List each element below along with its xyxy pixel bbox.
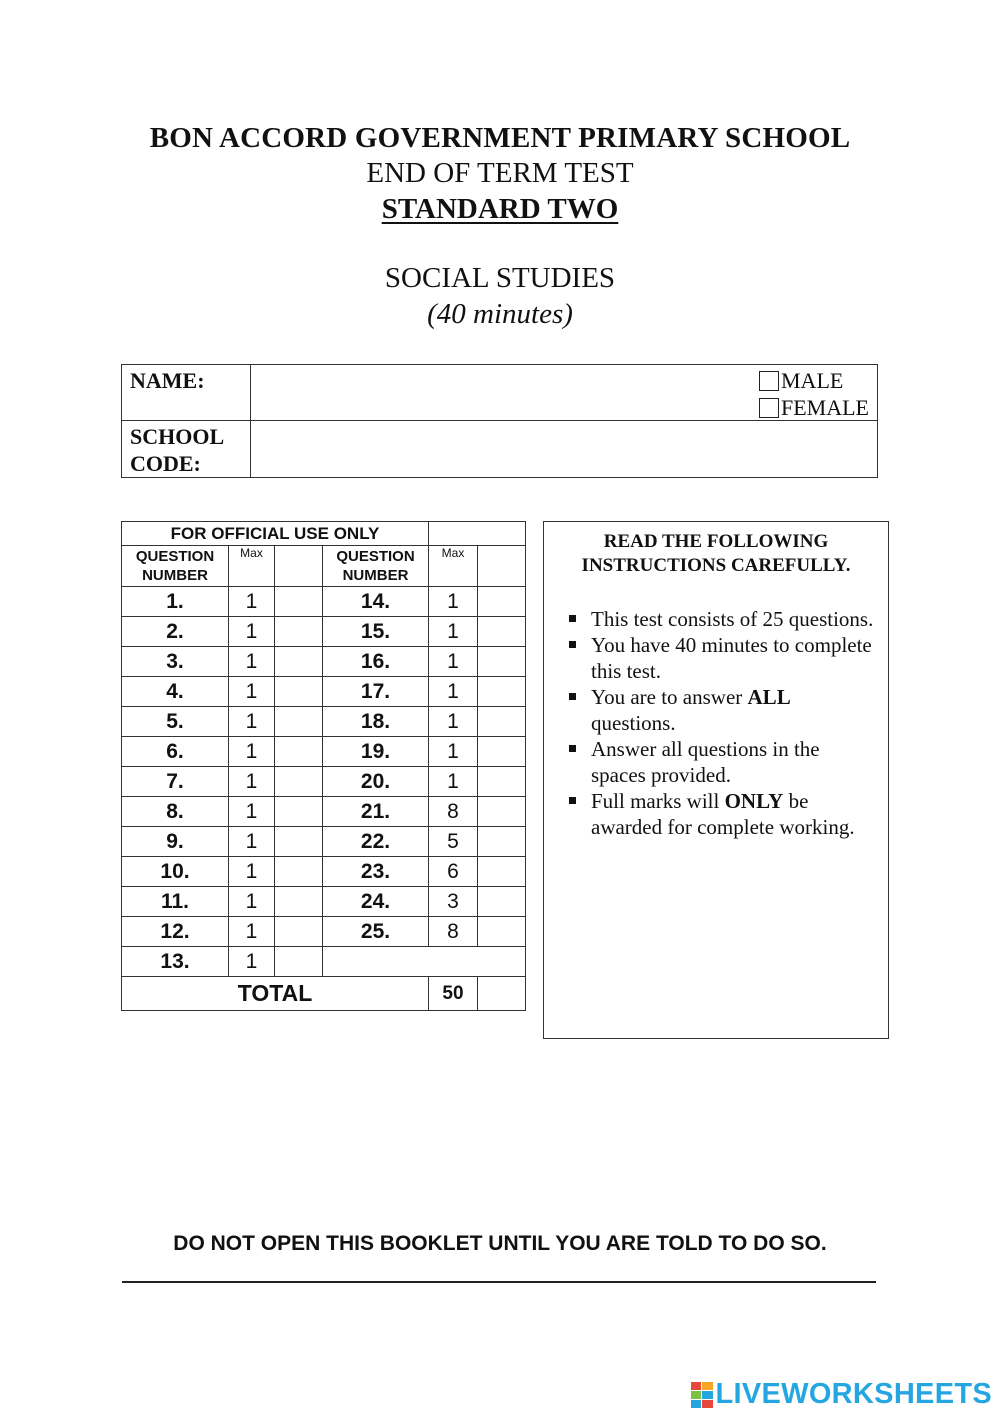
female-label: FEMALE (781, 395, 869, 420)
question-number: 23. (323, 857, 429, 887)
instruction-text-post: be awarded for complete working. (591, 789, 855, 839)
divider-line (122, 1281, 876, 1283)
total-label: TOTAL (122, 977, 429, 1011)
question-number: 10. (122, 857, 229, 887)
question-number: 20. (323, 767, 429, 797)
score-cell (275, 797, 323, 827)
score-cell (478, 587, 526, 617)
instruction-item (591, 788, 878, 840)
score-cell (275, 947, 323, 977)
score-cell (478, 617, 526, 647)
score-cell (275, 767, 323, 797)
school-label-line: SCHOOL (130, 424, 225, 449)
max-mark: 6 (429, 857, 478, 887)
score-header (275, 546, 323, 587)
max-mark: 1 (229, 797, 275, 827)
max-mark: 1 (229, 737, 275, 767)
score-cell (275, 647, 323, 677)
question-number: 19. (323, 737, 429, 767)
test-type: END OF TERM TEST (366, 157, 634, 189)
question-number: 9. (122, 827, 229, 857)
student-info-table (121, 364, 878, 478)
question-number: 5. (122, 707, 229, 737)
standard-level (0, 193, 1000, 226)
instructions-title (544, 530, 888, 578)
instruction-text-post: questions. (591, 711, 676, 735)
instruction-item (591, 736, 878, 788)
instruction-text-pre: You have 40 minutes to complete this test. (591, 633, 872, 683)
official-use-table (121, 521, 526, 1011)
instruction-text-pre: You are to answer (591, 685, 748, 709)
max-mark: 1 (229, 617, 275, 647)
max-mark: 1 (229, 887, 275, 917)
table-row (122, 647, 526, 677)
male-option[interactable] (759, 367, 869, 394)
school-code-label (122, 421, 251, 478)
score-cell (478, 917, 526, 947)
max-mark: 1 (229, 647, 275, 677)
question-number: 16. (323, 647, 429, 677)
male-label: MALE (781, 368, 844, 393)
table-row (122, 797, 526, 827)
max-mark: 8 (429, 917, 478, 947)
max-mark: 1 (229, 707, 275, 737)
table-row (122, 767, 526, 797)
score-cell (275, 677, 323, 707)
question-number-header (122, 546, 229, 587)
instructions-title-line1: READ THE FOLLOWING (603, 531, 829, 552)
name-label: NAME: (122, 365, 251, 421)
question-header-line2: NUMBER (142, 567, 208, 584)
score-cell (478, 887, 526, 917)
score-cell (275, 707, 323, 737)
question-number: 1. (122, 587, 229, 617)
table-row (122, 737, 526, 767)
table-row (122, 677, 526, 707)
test-duration: (40 minutes) (427, 298, 573, 330)
total-score (478, 977, 526, 1011)
question-header-line2: NUMBER (342, 567, 409, 584)
score-cell (275, 857, 323, 887)
table-row (122, 587, 526, 617)
max-mark: 1 (229, 677, 275, 707)
name-field[interactable] (251, 365, 878, 421)
instruction-text-pre: This test consists of 25 questions. (591, 607, 874, 631)
table-row (122, 887, 526, 917)
question-number-header-2 (323, 546, 429, 587)
score-cell (478, 857, 526, 887)
question-number: 12. (122, 917, 229, 947)
score-cell (478, 827, 526, 857)
table-row (122, 917, 526, 947)
instruction-text-pre: Full marks will (591, 789, 725, 813)
liveworksheets-brand (691, 1378, 993, 1411)
score-cell (275, 827, 323, 857)
question-number: 6. (122, 737, 229, 767)
question-number: 2. (122, 617, 229, 647)
score-header-2 (478, 546, 526, 587)
question-header-line1: QUESTION (135, 548, 215, 565)
code-label-line: CODE: (130, 451, 201, 476)
max-header-2: Max (429, 546, 478, 587)
max-mark: 1 (229, 947, 275, 977)
max-mark: 1 (229, 767, 275, 797)
liveworksheets-logo-icon (691, 1382, 713, 1408)
table-row (122, 617, 526, 647)
table-row (122, 857, 526, 887)
instructions-box (543, 521, 889, 1039)
max-mark: 1 (229, 917, 275, 947)
official-title-spacer (429, 522, 526, 546)
max-mark: 5 (429, 827, 478, 857)
instruction-item (591, 684, 878, 736)
max-mark: 1 (229, 587, 275, 617)
brand-name: LIVEWORKSHEETS (715, 1378, 992, 1410)
question-number: 7. (122, 767, 229, 797)
max-mark: 1 (429, 647, 478, 677)
total-value: 50 (429, 977, 478, 1011)
question-number: 15. (323, 617, 429, 647)
empty-cell (323, 947, 526, 977)
instructions-list (544, 606, 888, 840)
standard-level-text: STANDARD TWO (381, 193, 619, 225)
max-mark: 1 (429, 617, 478, 647)
question-number: 17. (323, 677, 429, 707)
max-mark: 1 (229, 857, 275, 887)
do-not-open-notice: DO NOT OPEN THIS BOOKLET UNTIL YOU ARE TOLD TO DO SO. (173, 1232, 827, 1255)
score-cell (478, 767, 526, 797)
question-number: 3. (122, 647, 229, 677)
question-number: 14. (323, 587, 429, 617)
max-mark: 1 (429, 737, 478, 767)
female-option[interactable] (759, 394, 869, 421)
instruction-text-bold: ONLY (724, 789, 784, 813)
question-number: 25. (323, 917, 429, 947)
score-cell (275, 737, 323, 767)
score-cell (275, 587, 323, 617)
question-number: 22. (323, 827, 429, 857)
max-mark: 3 (429, 887, 478, 917)
table-row (122, 827, 526, 857)
max-mark: 1 (229, 827, 275, 857)
score-cell (478, 797, 526, 827)
instruction-text-bold: ALL (747, 685, 791, 709)
male-checkbox[interactable] (759, 371, 779, 391)
score-cell (275, 617, 323, 647)
female-checkbox[interactable] (759, 398, 779, 418)
subject-title: SOCIAL STUDIES (384, 262, 616, 294)
score-cell (478, 707, 526, 737)
school-code-field[interactable] (251, 421, 878, 478)
question-number: 18. (323, 707, 429, 737)
question-number: 4. (122, 677, 229, 707)
table-row (122, 947, 526, 977)
question-header-line1: QUESTION (336, 548, 415, 565)
official-title: FOR OFFICIAL USE ONLY (122, 522, 429, 546)
question-number: 21. (323, 797, 429, 827)
question-number: 24. (323, 887, 429, 917)
table-row (122, 707, 526, 737)
instruction-item (591, 606, 878, 632)
question-number: 11. (122, 887, 229, 917)
gender-options (759, 367, 869, 421)
score-cell (275, 887, 323, 917)
school-name: BON ACCORD GOVERNMENT PRIMARY SCHOOL (149, 122, 851, 154)
score-cell (275, 917, 323, 947)
max-mark: 1 (429, 767, 478, 797)
max-mark: 8 (429, 797, 478, 827)
score-cell (478, 677, 526, 707)
max-mark: 1 (429, 677, 478, 707)
score-cell (478, 647, 526, 677)
question-number: 8. (122, 797, 229, 827)
question-number: 13. (122, 947, 229, 977)
instruction-text-pre: Answer all questions in the spaces provided. (591, 737, 820, 787)
score-cell (478, 737, 526, 767)
max-header: Max (229, 546, 275, 587)
instruction-item (591, 632, 878, 684)
max-mark: 1 (429, 587, 478, 617)
instructions-title-line2: INSTRUCTIONS CAREFULLY. (581, 555, 851, 576)
max-mark: 1 (429, 707, 478, 737)
